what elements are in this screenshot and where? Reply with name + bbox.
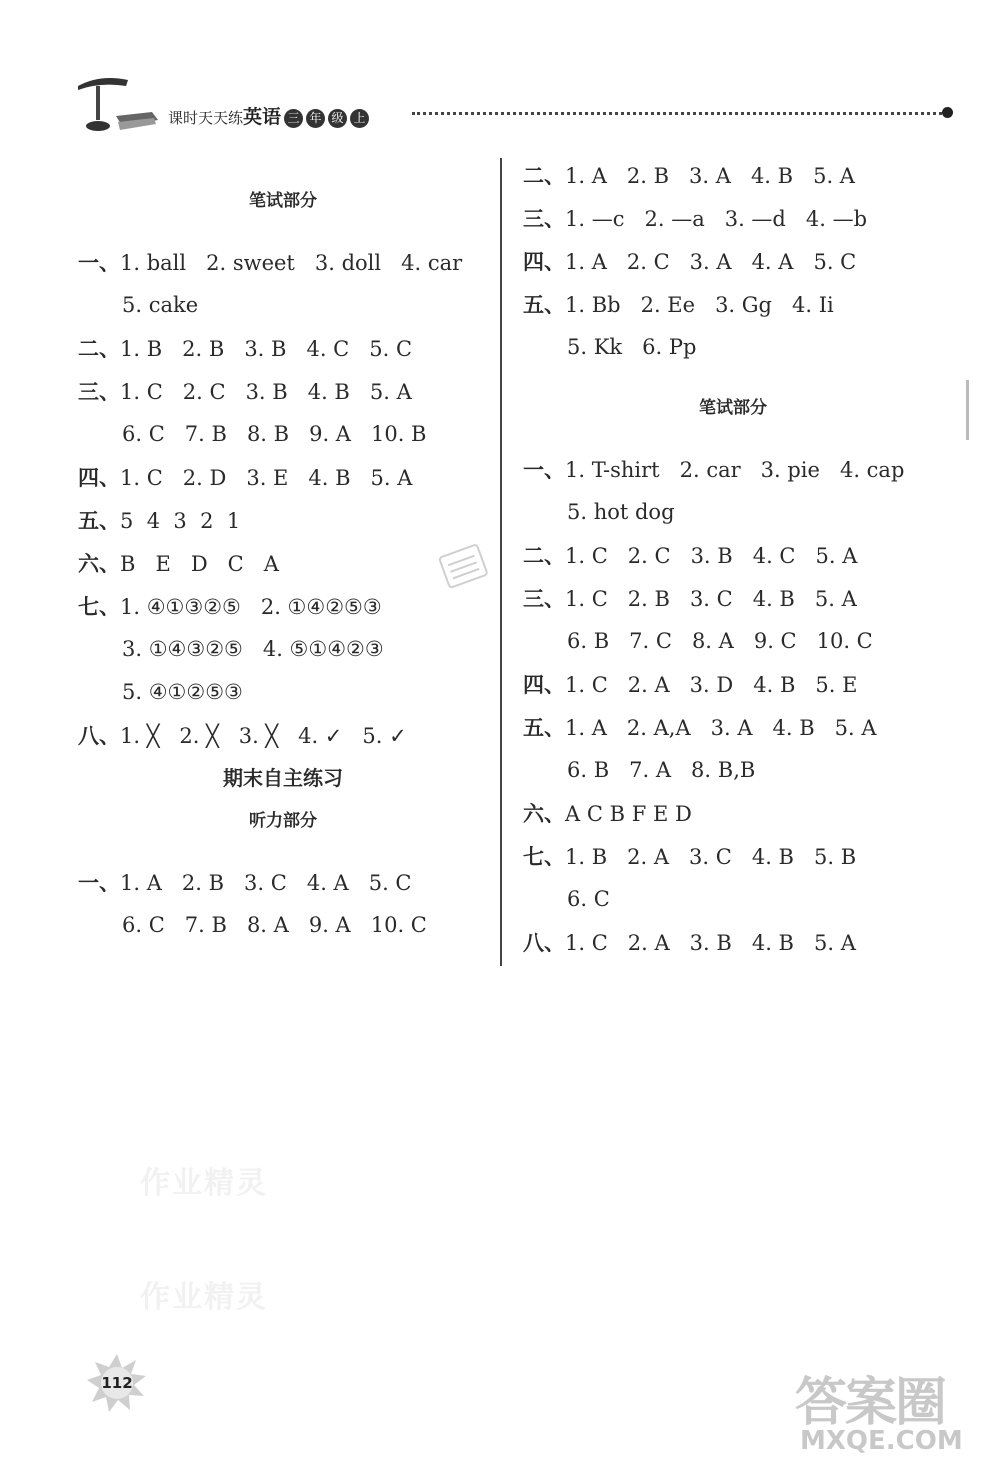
answer-line: 三、1. C 2. C 3. B 4. B 5. A [78, 379, 412, 404]
grade-mark-3: 级 [328, 109, 347, 128]
answer-line: 五、1. A 2. A,A 3. A 4. B 5. A [523, 715, 877, 740]
answer-line: 6. C 7. B 8. B 9. A 10. B [122, 422, 427, 446]
book-title [168, 102, 369, 129]
desk-lamp-icon [70, 72, 160, 140]
stamp-icon [434, 540, 494, 595]
answer-line: 六、B E D C A [78, 551, 279, 576]
site-logo: 答案圈 [795, 1373, 946, 1433]
section-heading: 期末自主练习 [223, 766, 343, 790]
watermark: 作业精灵 [140, 1280, 268, 1315]
grade-mark-4: 上 [350, 109, 369, 128]
answer-line: 三、1. C 2. B 3. C 4. B 5. A [523, 586, 857, 611]
section-heading: 笔试部分 [699, 398, 767, 418]
header-rule-end-dot [942, 107, 953, 118]
answer-line: 五、5 4 3 2 1 [78, 508, 241, 533]
grade-mark-1: 三 [284, 109, 303, 128]
answer-line: 6. B 7. A 8. B,B [567, 758, 756, 782]
page-header [70, 72, 970, 142]
answer-line: 七、1. B 2. A 3. C 4. B 5. B [523, 844, 857, 869]
answer-line: 三、1. —c 2. —a 3. —d 4. —b [523, 206, 868, 231]
answer-line: 八、1. C 2. A 3. B 4. B 5. A [523, 930, 856, 955]
page-number: 112 [101, 1374, 133, 1392]
right-column [523, 154, 943, 964]
answer-line: 6. B 7. C 8. A 9. C 10. C [567, 629, 873, 653]
answer-line: 二、1. C 2. C 3. B 4. C 5. A [523, 543, 858, 568]
answer-line: 一、1. A 2. B 3. C 4. A 5. C [78, 870, 412, 895]
answer-line: 七、1. ④①③②⑤ 2. ①④②⑤③ [78, 594, 382, 619]
site-url: MXQE.COM [800, 1426, 963, 1456]
section-subheading: 听力部分 [249, 811, 317, 831]
grade-mark-2: 年 [306, 109, 325, 128]
subject-name: 英语 [243, 106, 282, 128]
answer-line: 5. Kk 6. Pp [567, 335, 697, 359]
answer-line: 五、1. Bb 2. Ee 3. Gg 4. Ii [523, 292, 834, 317]
section-heading: 笔试部分 [249, 191, 317, 211]
answer-line: 6. C 7. B 8. A 9. A 10. C [122, 913, 427, 937]
answer-line: 二、1. B 2. B 3. B 4. C 5. C [78, 336, 413, 361]
answer-line: 二、1. A 2. B 3. A 4. B 5. A [523, 163, 855, 188]
watermark: 作业精灵 [140, 1166, 268, 1201]
answer-line: 6. C [567, 887, 610, 911]
answer-line: 一、1. ball 2. sweet 3. doll 4. car [78, 250, 463, 275]
series-name: 课时天天练 [168, 109, 244, 127]
page-edge-mark [966, 380, 969, 440]
answer-line: 四、1. C 2. A 3. D 4. B 5. E [523, 672, 858, 697]
answer-line: 3. ①④③②⑤ 4. ⑤①④②③ [122, 637, 384, 661]
answer-line: 八、1. ╳ 2. ╳ 3. ╳ 4. ✓ 5. ✓ [78, 723, 407, 748]
answer-line: 5. cake [122, 293, 199, 317]
answer-line: 5. ④①②⑤③ [122, 680, 243, 704]
answer-line: 四、1. C 2. D 3. E 4. B 5. A [78, 465, 413, 490]
column-divider [500, 158, 502, 966]
header-dotted-rule [412, 112, 942, 115]
answer-line: 六、A C B F E D [523, 801, 692, 826]
answer-line: 一、1. T-shirt 2. car 3. pie 4. cap [523, 457, 905, 482]
answer-line: 5. hot dog [567, 500, 675, 524]
left-column [78, 180, 488, 947]
answer-line: 四、1. A 2. C 3. A 4. A 5. C [523, 249, 857, 274]
